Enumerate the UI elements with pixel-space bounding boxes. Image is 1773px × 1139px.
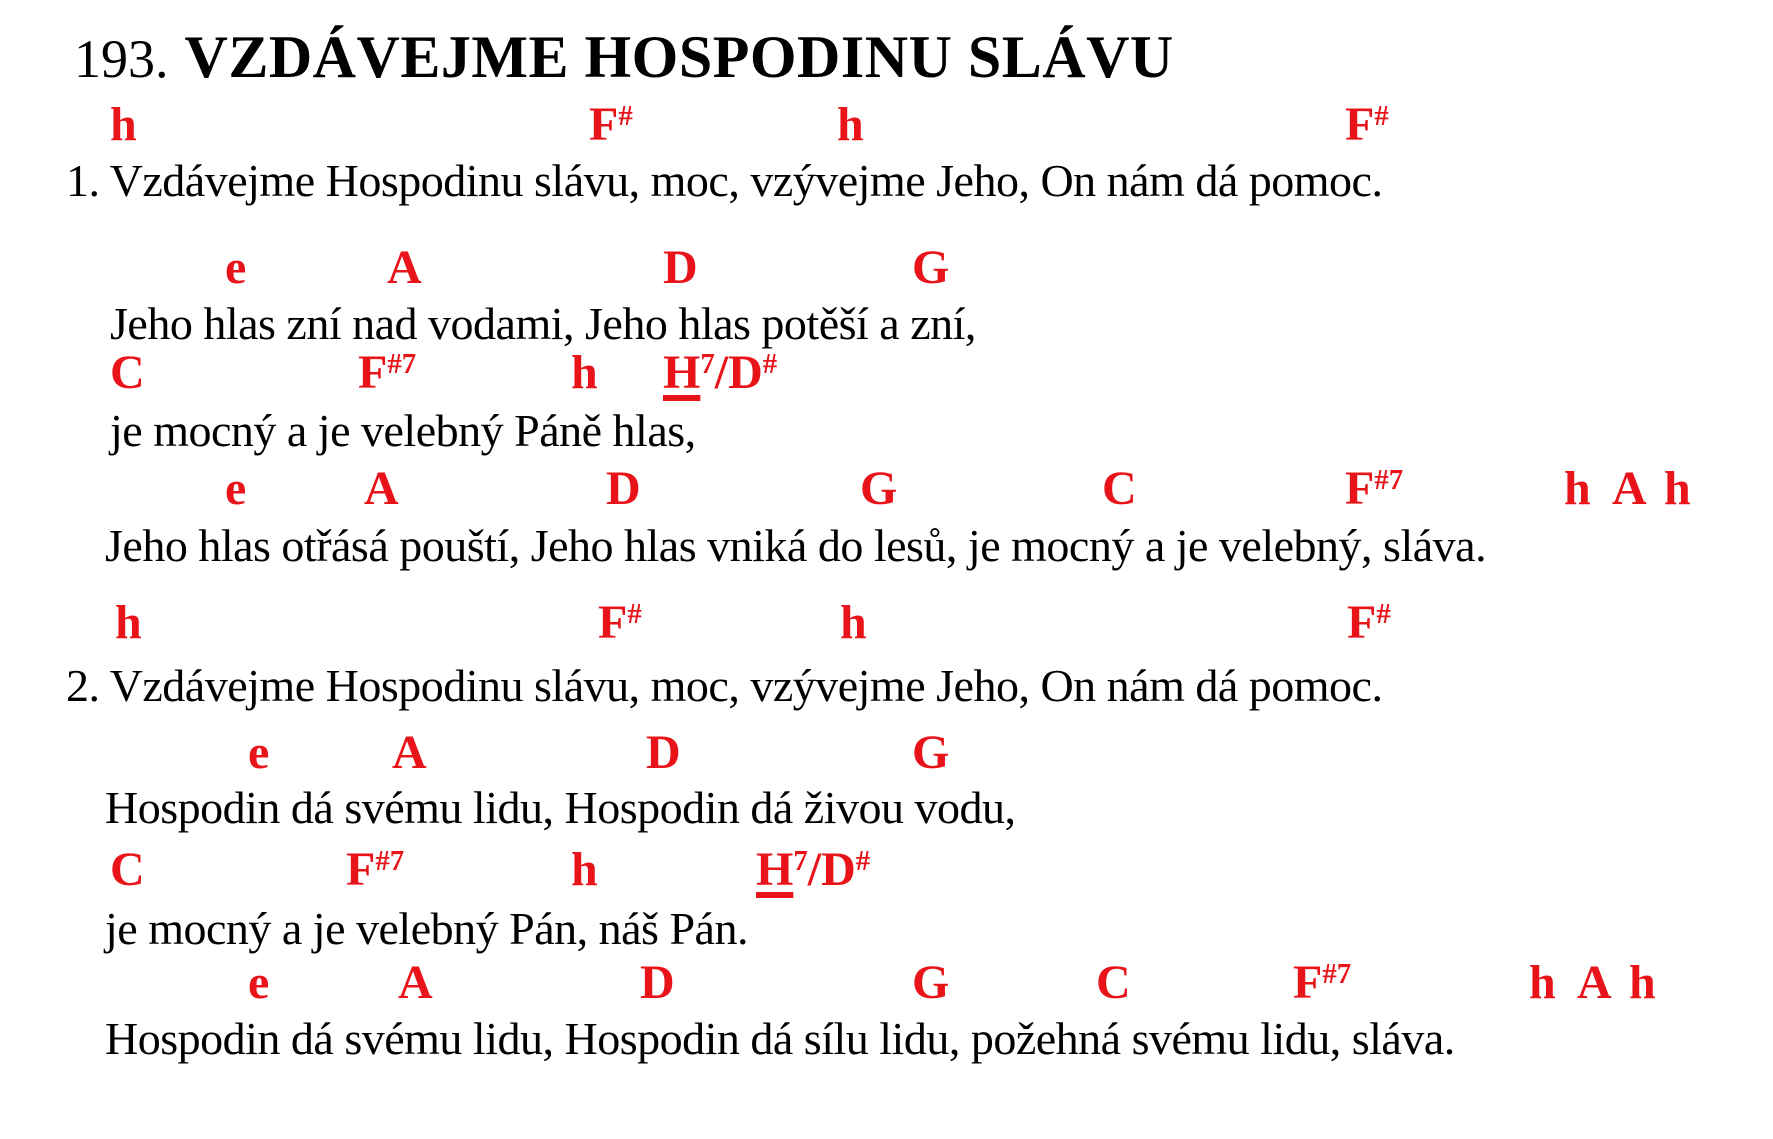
chord-note: h <box>840 596 867 649</box>
chord-note: /D <box>807 843 856 896</box>
chord-superscript: # <box>855 845 871 878</box>
chord-line <box>0 598 1773 650</box>
lyric-line: Jeho hlas otřásá pouští, Jeho hlas vniká do lesů, je mocný a je velebný, sláva. <box>105 520 1487 571</box>
chord-note: e <box>225 462 247 515</box>
chord <box>663 243 698 293</box>
chord-note: C <box>1096 956 1131 1009</box>
chord <box>110 348 145 398</box>
chord-superscript: # <box>627 598 642 631</box>
chord <box>912 728 949 778</box>
chord <box>364 464 399 514</box>
chord <box>1102 464 1137 514</box>
chord-underlined-note: H <box>663 346 701 399</box>
chord-note: A <box>1577 956 1612 1009</box>
chord <box>248 728 269 778</box>
chord-note: C <box>110 843 145 896</box>
chord <box>1629 958 1656 1008</box>
lyric-line: 2. Vzdávejme Hospodinu slávu, moc, vzývejme Jeho, On nám dá pomoc. <box>66 660 1383 711</box>
chord <box>110 845 145 895</box>
chord-note: h <box>115 596 142 649</box>
chord-note: h <box>1529 956 1556 1009</box>
chord-line <box>0 100 1773 152</box>
chord <box>912 243 949 293</box>
chord <box>1345 464 1403 514</box>
song-number: 193. <box>74 28 169 89</box>
chord-note: F <box>598 596 628 649</box>
chord-note: e <box>248 956 270 1009</box>
chord-note: A <box>387 241 422 294</box>
chord-note: G <box>860 462 898 515</box>
chord-note: D <box>606 462 641 515</box>
chord-note: A <box>398 956 433 1009</box>
lyric-line: Jeho hlas zní nad vodami, Jeho hlas potěší a zní, <box>110 298 976 349</box>
chord-note: D <box>640 956 675 1009</box>
chord-note: G <box>912 241 950 294</box>
chord <box>1347 598 1391 648</box>
chord-note: F <box>1293 956 1323 1009</box>
chord <box>571 845 598 895</box>
chord-note: /D <box>714 346 763 399</box>
chord-superscript: #7 <box>375 845 405 878</box>
chord <box>837 100 864 150</box>
song-title-text: VZDÁVEJME HOSPODINU SLÁVU <box>184 23 1174 90</box>
lyric-line: 1. Vzdávejme Hospodinu slávu, moc, vzývejme Jeho, On nám dá pomoc. <box>66 155 1383 206</box>
chord <box>110 100 137 150</box>
chord <box>860 464 897 514</box>
chord-superscript: 7 <box>793 845 808 878</box>
chord <box>756 845 870 895</box>
chord-note: A <box>364 462 399 515</box>
chord-note: D <box>663 241 698 294</box>
chord-note: C <box>1102 462 1137 515</box>
chord-note: C <box>110 346 145 399</box>
chord-note: F <box>589 98 619 151</box>
chord-superscript: #7 <box>387 348 417 381</box>
chord-note: h <box>571 843 598 896</box>
chord <box>387 243 422 293</box>
chord-note: F <box>346 843 376 896</box>
chord <box>1529 958 1556 1008</box>
chord <box>598 598 642 648</box>
chord-note: D <box>646 726 681 779</box>
chord-note: h <box>571 346 598 399</box>
song-title <box>58 6 1174 107</box>
chord <box>589 100 633 150</box>
chord <box>840 598 867 648</box>
chord-superscript: # <box>762 348 778 381</box>
chord <box>1577 958 1612 1008</box>
chord <box>1096 958 1131 1008</box>
lyric-line: Hospodin dá svému lidu, Hospodin dá sílu lidu, požehná svému lidu, sláva. <box>105 1013 1455 1064</box>
chord-superscript: #7 <box>1322 958 1352 991</box>
chord <box>346 845 404 895</box>
chord-note: h <box>110 98 137 151</box>
chord <box>1664 464 1691 514</box>
chord-note: h <box>1629 956 1656 1009</box>
chord <box>1293 958 1351 1008</box>
chord-line <box>0 728 1773 780</box>
chord <box>663 348 777 398</box>
chord <box>1564 464 1591 514</box>
chord <box>1612 464 1647 514</box>
chord-note: A <box>1612 462 1647 515</box>
chord-line <box>0 348 1773 400</box>
chord <box>1345 100 1389 150</box>
chord-note: F <box>358 346 388 399</box>
chord <box>225 243 246 293</box>
lyric-line: je mocný a je velebný Páně hlas, <box>110 405 696 456</box>
chord <box>392 728 427 778</box>
chord-line <box>0 958 1773 1010</box>
chord-note: G <box>912 956 950 1009</box>
chord-line <box>0 845 1773 897</box>
chord-note: h <box>837 98 864 151</box>
chord <box>398 958 433 1008</box>
chord-note: e <box>225 241 247 294</box>
chord-superscript: 7 <box>700 348 715 381</box>
chord-underlined-note: H <box>756 843 794 896</box>
chord-note: e <box>248 726 270 779</box>
chord-note: h <box>1664 462 1691 515</box>
chord-note: F <box>1345 98 1375 151</box>
lyric-line: je mocný a je velebný Pán, náš Pán. <box>105 903 748 954</box>
chord-superscript: # <box>1376 598 1391 631</box>
chord-superscript: #7 <box>1374 464 1404 497</box>
chord <box>115 598 142 648</box>
chord-line <box>0 464 1773 516</box>
chord <box>912 958 949 1008</box>
lyric-line: Hospodin dá svému lidu, Hospodin dá živou vodu, <box>105 782 1016 833</box>
chord-note: G <box>912 726 950 779</box>
chord-note: h <box>1564 462 1591 515</box>
chord <box>248 958 269 1008</box>
chord <box>640 958 675 1008</box>
chord-superscript: # <box>618 100 633 133</box>
chord <box>646 728 681 778</box>
chord-note: A <box>392 726 427 779</box>
chord <box>358 348 416 398</box>
chord <box>571 348 598 398</box>
chord-superscript: # <box>1374 100 1389 133</box>
chord <box>606 464 641 514</box>
chord-line <box>0 243 1773 295</box>
chord <box>225 464 246 514</box>
chord-note: F <box>1347 596 1377 649</box>
chord-note: F <box>1345 462 1375 515</box>
